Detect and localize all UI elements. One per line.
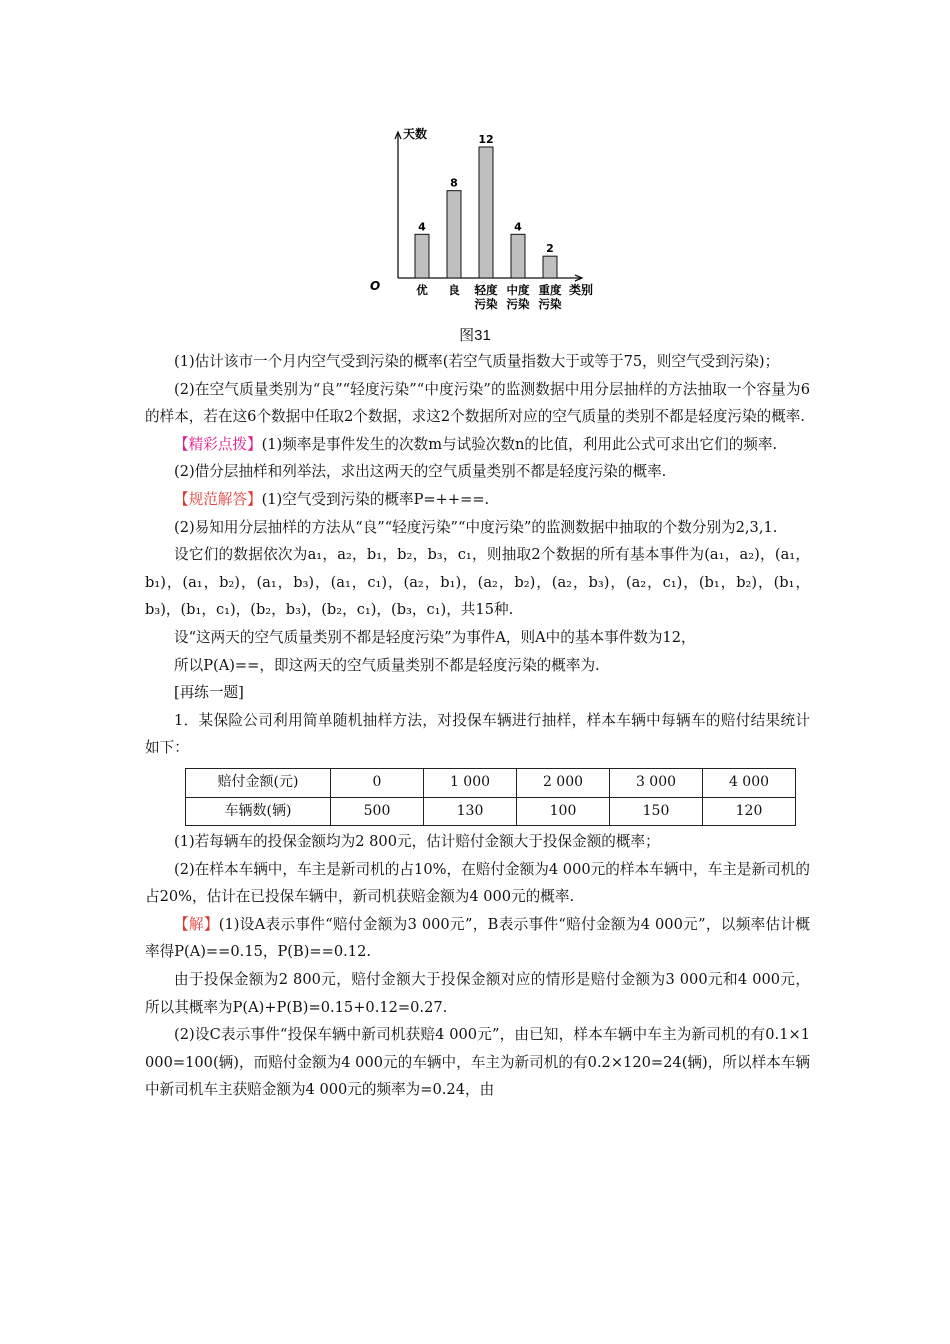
table-header-cell: 车辆数(辆)	[186, 797, 331, 826]
table-cell: 4 000	[703, 768, 796, 797]
bar-chart-svg	[360, 120, 600, 320]
answer-3: (2)设C表示事件“投保车辆中新司机获赔4 000元”，由已知，样本车辆中车主为新司机的有0.1×1 000=100(辆)，而赔付金额为4 000元的车辆中，车主为新司机的有0.2×120=24(辆)，所以样本车辆中新司机车主获赔金额为4 000元的频率为=0.24，由	[145, 1026, 810, 1099]
table-row	[186, 797, 796, 826]
tip-2: (2)借分层抽样和列举法，求出这两天的空气质量类别不都是轻度污染的概率.	[174, 463, 667, 481]
bar	[415, 234, 429, 278]
category-tick-label: 轻度	[474, 283, 498, 297]
table-cell: 0	[331, 768, 424, 797]
question-2: (2)在空气质量类别为“良”“轻度污染”“中度污染”的监测数据中用分层抽样的方法抽取一个容量为6的样本，若在这6个数据中任取2个数据，求这2个数据所对应的空气质量的类别不都是轻度污染的概率.	[145, 380, 810, 426]
solution-tag: 【规范解答】	[174, 490, 262, 508]
solution-1	[145, 486, 810, 514]
question-1: (1)估计该市一个月内空气受到污染的概率(若空气质量指数大于或等于75，则空气受到污染)；	[174, 353, 780, 370]
tip-1	[145, 431, 810, 459]
bar	[511, 234, 525, 278]
bar	[447, 191, 461, 278]
answer-2: 由于投保金额为2 800元，赔付金额大于投保金额对应的情形是赔付金额为3 000元和4 000元，所以其概率为P(A)+P(B)=0.15+0.12=0.27.	[145, 971, 810, 1016]
bar-chart	[360, 120, 600, 320]
tip-1-text: (1)频率是事件发生的次数m与试验次数n的比值，利用此公式可求出它们的频率.	[261, 435, 778, 453]
tip-tag: 【精彩点拨】	[174, 435, 262, 453]
figure-caption: 图31	[459, 327, 491, 344]
answer-tag: 【解】	[174, 915, 219, 933]
practice-heading: [再练一题]	[174, 684, 244, 702]
category-tick-label: 中度	[506, 283, 530, 297]
table-row	[186, 768, 796, 797]
category-tick-label: 污染	[538, 297, 562, 311]
bar	[543, 256, 557, 278]
bar-value-label: 4	[418, 220, 426, 234]
table-cell: 100	[517, 797, 610, 826]
x-axis-label: 类别	[569, 283, 594, 297]
bar-value-label: 8	[450, 176, 458, 190]
category-tick-label: 污染	[474, 297, 498, 311]
solution-2: (2)易知用分层抽样的方法从“良”“轻度污染”“中度污染”的监测数据中抽取的个数分别为2,3,1.	[174, 518, 778, 536]
table-header-cell: 赔付金额(元)	[186, 768, 331, 797]
answer-1	[145, 911, 810, 966]
answer-1-text: (1)设A表示事件“赔付金额为3 000元”，B表示事件“赔付金额为4 000元”，以频率估计概率得P(A)==0.15，P(B)==0.12.	[145, 915, 810, 961]
exercise-question-1: (1)若每辆车的投保金额均为2 800元，估计赔付金额大于投保金额的概率；	[174, 833, 660, 851]
category-tick-label: 重度	[538, 283, 562, 297]
y-axis-label: 天数	[403, 127, 428, 141]
table-cell: 500	[331, 797, 424, 826]
bar-value-label: 12	[478, 133, 494, 146]
table-cell: 130	[424, 797, 517, 826]
solution-5: 所以P(A)==，即这两天的空气质量类别不都是轻度污染的概率为.	[174, 656, 600, 674]
category-tick-label: 污染	[506, 297, 530, 311]
table-cell: 150	[610, 797, 703, 826]
bar-value-label: 2	[546, 242, 554, 256]
solution-3: 设它们的数据依次为a₁，a₂，b₁，b₂，b₃，c₁，则抽取2个数据的所有基本事件为(a₁，a₂)，(a₁，b₁)，(a₁，b₂)，(a₁，b₃)，(a₁，c₁)，(a₂，b₁)，(a₂，b₂)，(a₂，b₃)，(a₂，c₁)，(b₁，b₂)，(b₁，b₃)，(b₁，c₁)，(b₂，b₃)，(b₂，c₁)，(b₃，c₁)，共15种.	[145, 546, 810, 619]
solution-1-text: (1)空气受到污染的概率P=++==.	[261, 490, 490, 508]
exercise-question-2: (2)在样本车辆中，车主是新司机的占10%，在赔付金额为4 000元的样本车辆中，车主是新司机的占20%，估计在已投保车辆中，新司机获赔金额为4 000元的概率.	[145, 860, 810, 906]
category-tick-label: 优	[416, 283, 428, 297]
payout-table	[185, 768, 796, 826]
table-cell: 2 000	[517, 768, 610, 797]
solution-4: 设“这两天的空气质量类别不都是轻度污染”为事件A，则A中的基本事件数为12，	[174, 628, 696, 646]
bar-value-label: 4	[514, 220, 522, 234]
table-cell: 120	[703, 797, 796, 826]
table-cell: 3 000	[610, 768, 703, 797]
origin-label: O	[370, 279, 381, 293]
category-tick-label: 良	[448, 283, 460, 297]
text-body	[145, 348, 810, 1104]
bar	[479, 147, 493, 278]
exercise-1: 1．某保险公司利用简单随机抽样方法，对投保车辆进行抽样，样本车辆中每辆车的赔付结果统计如下：	[145, 711, 810, 757]
table-cell: 1 000	[424, 768, 517, 797]
